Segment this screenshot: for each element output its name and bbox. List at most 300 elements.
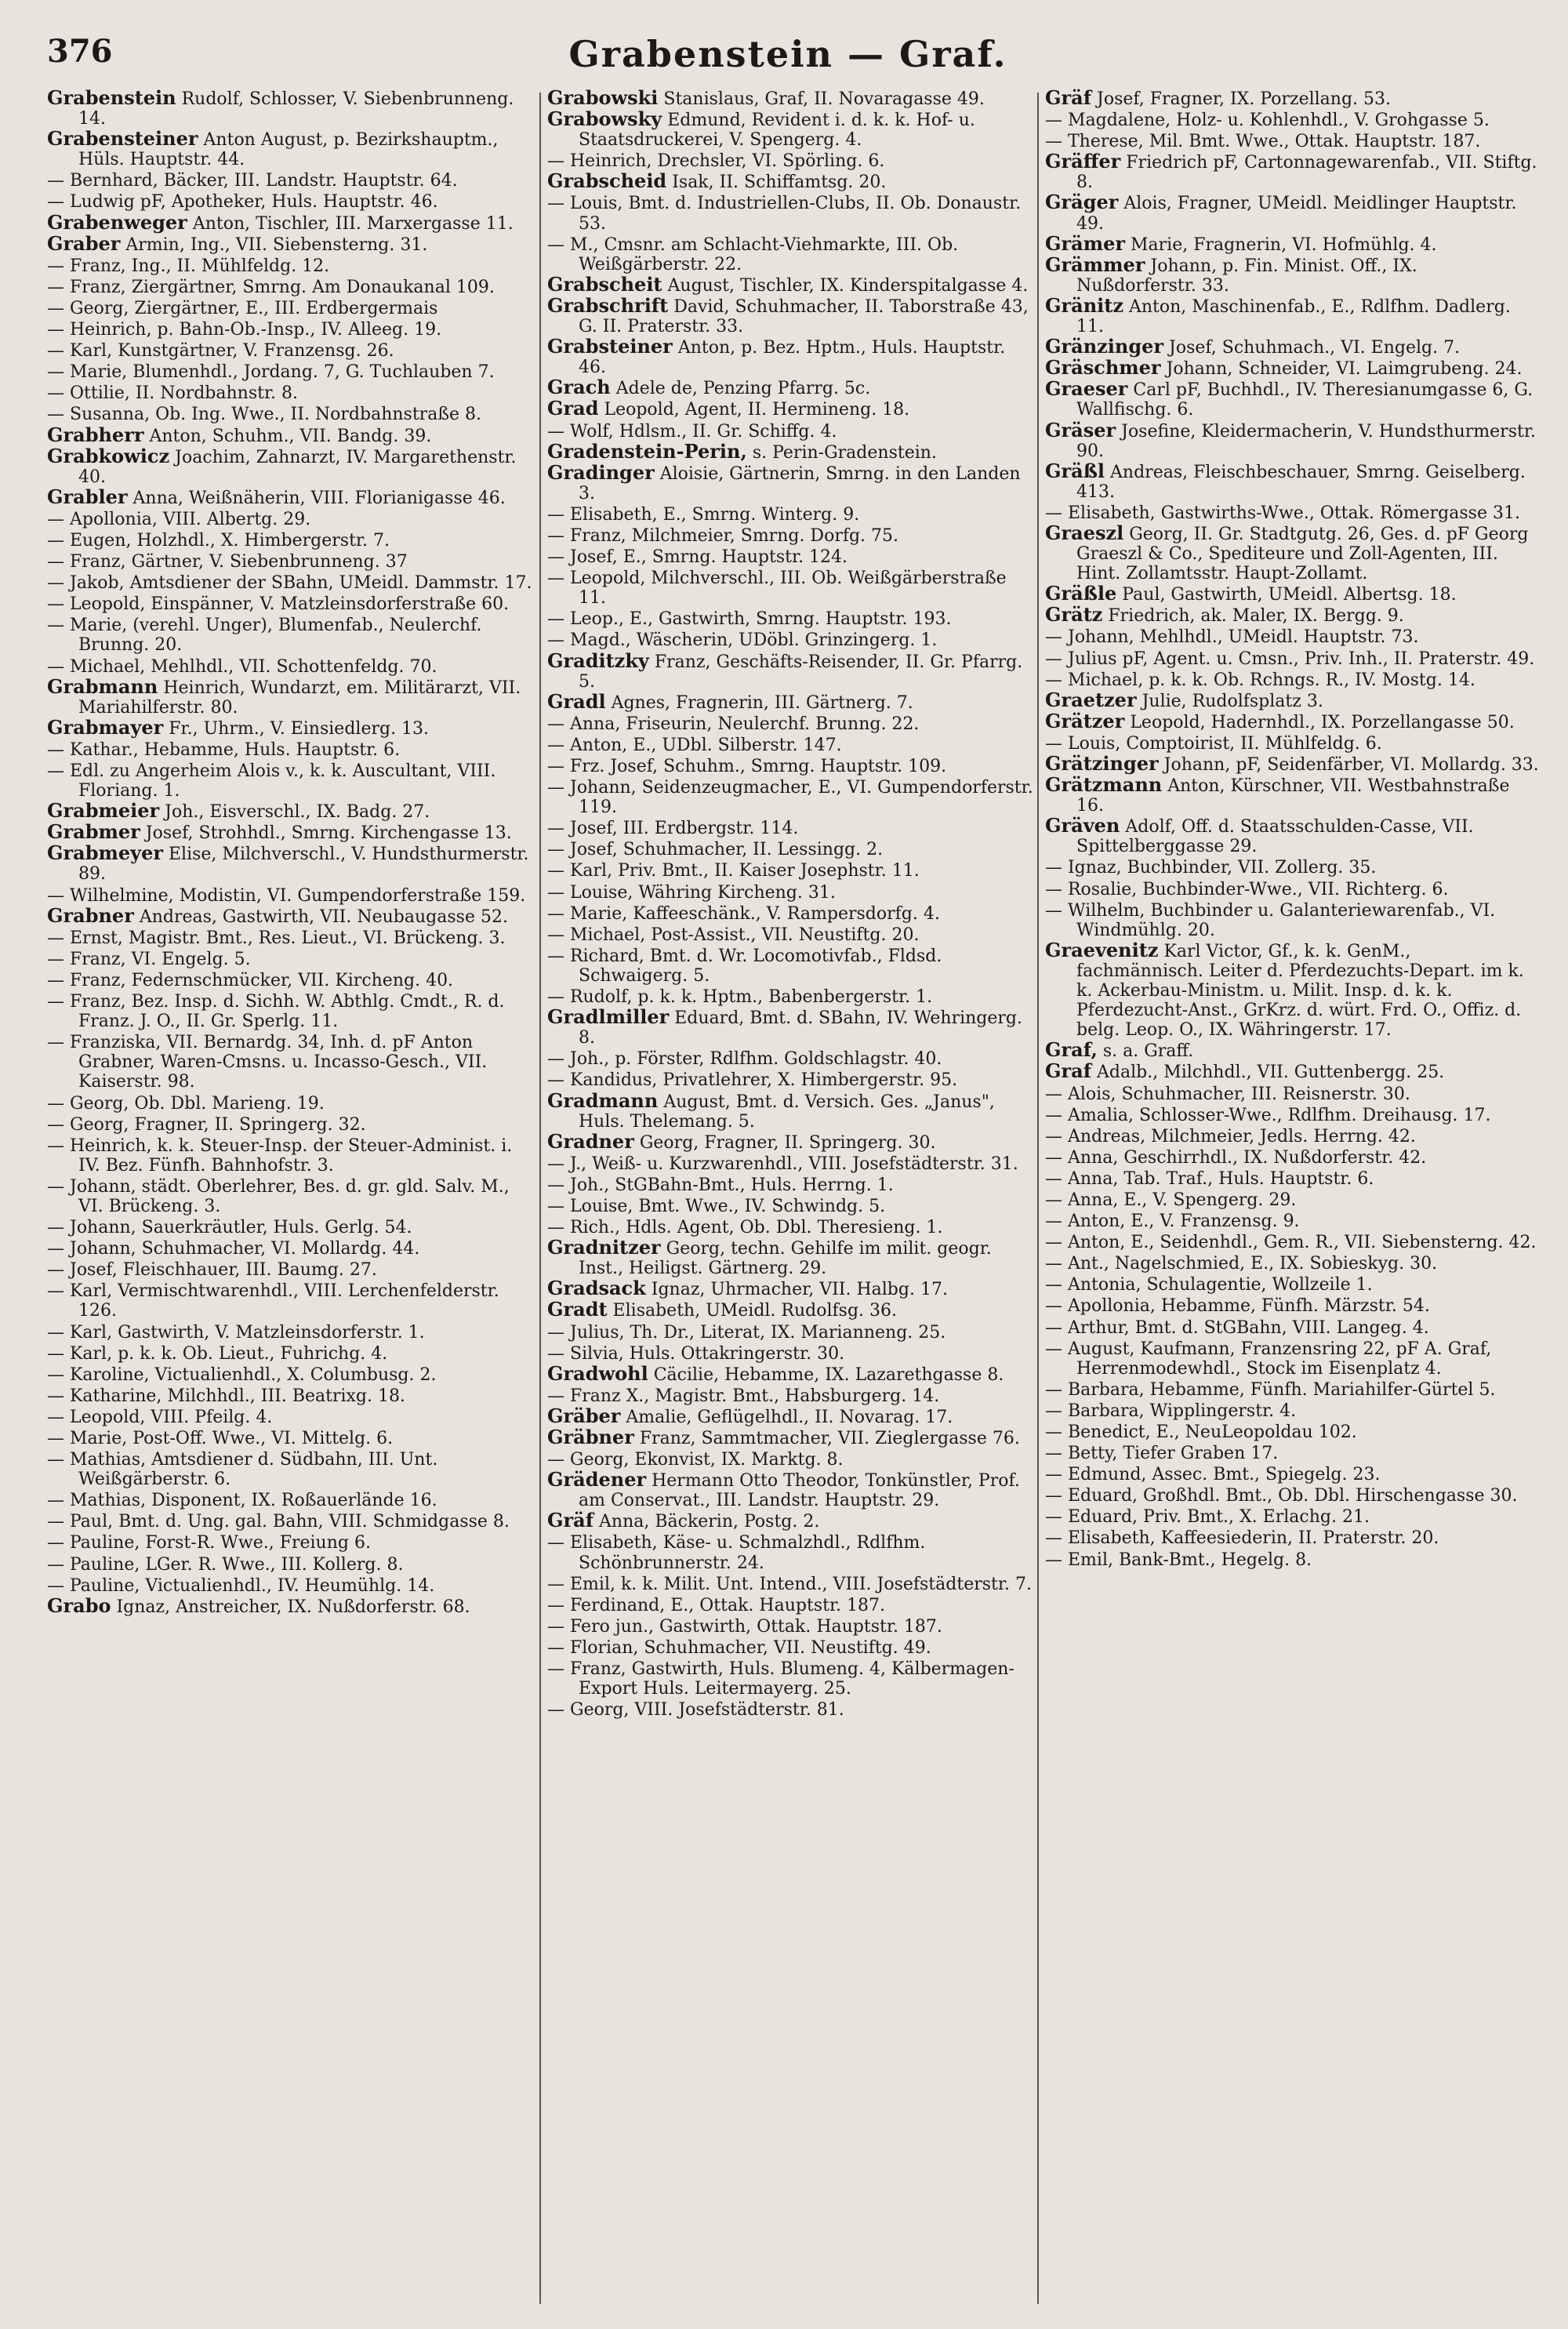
entry-text: — Eduard, Großhdl. Bmt., Ob. Dbl. Hirschengasse 30. (1045, 1486, 1518, 1506)
entry-text: — Johann, städt. Oberlehrer, Bes. d. gr. gld. Salv. M., VI. Brückeng. 3. (47, 1176, 510, 1216)
entry-text: Joachim, Zahnarzt, IV. Margarethenstr. 40. (78, 447, 517, 487)
directory-entry (47, 1427, 535, 1448)
entry-surname: Graetzer (1045, 688, 1137, 711)
directory-entry (47, 210, 535, 234)
entry-text: August, Tischler, IX. Kinderspitalgasse 4. (662, 275, 1029, 296)
entry-text: — Wilhelmine, Modistin, VI. Gumpendorferstraße 159. (47, 885, 526, 906)
page-title: Grabenstein — Graf. (568, 33, 1007, 75)
entry-text: Stanislaus, Graf, II. Novaragasse 49. (658, 89, 985, 109)
entry-surname: Grämmer (1045, 253, 1145, 276)
directory-entry (1045, 940, 1539, 1040)
directory-entry (547, 881, 1035, 903)
directory-entry (47, 1448, 535, 1489)
entry-text: — Louise, Bmt. Wwe., IV. Schwindg. 5. (547, 1196, 886, 1216)
directory-entry (47, 361, 535, 382)
directory-entry (547, 525, 1035, 546)
entry-text: — Johann, Seidenzeugmacher, E., VI. Gumpendorferstr. 119. (547, 778, 1033, 818)
column-divider (539, 93, 541, 2304)
directory-entry (47, 990, 535, 1031)
entry-text: — Georg, Ziergärtner, E., III. Erdbergermais (47, 298, 438, 318)
entry-text: — Anton, E., UDbl. Silberstr. 147. (547, 735, 842, 755)
entry-text: — Franz, Gärtner, V. Siebenbrunneng. 37 (47, 552, 408, 572)
directory-entry (1045, 1252, 1539, 1274)
directory-entry (47, 903, 535, 927)
entry-text: — Josef, E., Smrng. Hauptstr. 124. (547, 547, 848, 568)
directory-entry (47, 1575, 535, 1596)
directory-entry (547, 1385, 1035, 1406)
entry-surname: Gräßle (1045, 582, 1117, 605)
entry-text: — Bernhard, Bäcker, III. Landstr. Hauptstr. 64. (47, 171, 458, 191)
directory-entry (547, 755, 1035, 776)
entry-text: Adele de, Penzing Pfarrg. 5c. (610, 379, 871, 399)
entry-text: Friedrich, ak. Maler, IX. Bergg. 9. (1102, 606, 1404, 627)
entry-text: — Anton, E., V. Franzensg. 9. (1045, 1212, 1300, 1232)
directory-entry (547, 274, 1035, 296)
directory-entry (1045, 336, 1539, 358)
directory-entry (1045, 231, 1539, 255)
directory-entry (47, 276, 535, 297)
entry-text: — Johann, Mehlhdl., UMeidl. Hauptstr. 73. (1045, 627, 1419, 648)
directory-entry (1045, 379, 1539, 420)
directory-entry (1045, 1421, 1539, 1442)
directory-entry (47, 508, 535, 529)
entry-text: — Pauline, LGer. R. Wwe., III. Kollerg. 8. (47, 1554, 404, 1575)
entry-text: — Frz. Josef, Schuhm., Smrng. Hauptstr. 109. (547, 757, 947, 776)
directory-entry (47, 885, 535, 906)
directory-entry (547, 234, 1035, 274)
entry-surname: Gradlmiller (547, 1005, 670, 1029)
entry-surname: Grabowski (547, 88, 659, 109)
directory-entry (547, 441, 1035, 463)
entry-text: Fr., Uhrm., V. Einsiedlerg. 13. (163, 718, 430, 739)
directory-entry (47, 927, 535, 948)
directory-entry (47, 1489, 535, 1510)
entry-text: — Amalia, Schlosser-Wwe., Rdlfhm. Dreihausg. 17. (1045, 1105, 1491, 1125)
entry-text: — Rich., Hdls. Agent, Ob. Dbl. Theresieng. 1. (547, 1218, 943, 1238)
directory-entry (1045, 626, 1539, 647)
entry-text: — Michael, Post-Assist., VII. Neustiftg. 20. (547, 925, 920, 945)
entry-text: — Magdalene, Holz- u. Kohlenhdl., V. Grohgasse 5. (1045, 111, 1490, 131)
directory-entry (47, 382, 535, 403)
entry-text: David, Schuhmacher, II. Taborstraße 43, G. II. Praterstr. 33. (579, 296, 1029, 337)
directory-entry (547, 924, 1035, 945)
entry-text: — Karl, Priv. Bmt., II. Kaiser Josephstr. 11. (547, 861, 920, 881)
directory-entry (47, 739, 535, 760)
entry-text: Karl Victor, Gf., k. k. GenM., fachmännisch. Leiter d. Pferdezuchts-Depart. im k. k. Ackerbau-Ministm. u. Milit. Insp. d. k. k. Pferdezucht-Anst., GrKrz. d. würt. Frd. O., Offiz. d. belg. Leop. O., IX. Währingerstr. 17. (1076, 941, 1524, 1041)
directory-entry (547, 503, 1035, 525)
entry-text: Anton, Kürschner, VII. Westbahnstraße 16. (1076, 776, 1510, 816)
directory-entry (547, 1361, 1035, 1385)
directory-entry (47, 572, 535, 593)
directory-entry (1045, 1506, 1539, 1527)
directory-entry (547, 1237, 1035, 1278)
directory-entry (1045, 856, 1539, 877)
entry-text: Aloisie, Gärtnerin, Smrng. in den Landen 3. (579, 463, 1021, 503)
directory-entry (47, 425, 535, 446)
directory-entry (1045, 255, 1539, 296)
directory-entry (1045, 648, 1539, 669)
entry-text: — Pauline, Victualienhdl., IV. Heumühlg. 14. (47, 1575, 435, 1596)
entry-text: Cäcilie, Hebamme, IX. Lazarethgasse 8. (648, 1364, 1004, 1385)
entry-surname: Grabenstein (47, 88, 176, 109)
entry-text: — Kandidus, Privatlehrer, X. Himbergerstr. 95. (547, 1070, 958, 1091)
entry-text: — Joh., p. Förster, Rdlfhm. Goldschlagstr. 40. (547, 1049, 942, 1070)
entry-surname: Grabscheid (547, 169, 667, 193)
directory-entry (47, 969, 535, 990)
entry-text: — Joh., StGBahn-Bmt., Huls. Herrng. 1. (547, 1175, 894, 1195)
entry-text: — Franz, Ing., II. Mühlfeldg. 12. (47, 256, 330, 276)
directory-entry (547, 859, 1035, 881)
directory-entry (47, 297, 535, 318)
entry-text: — Betty, Tiefer Graben 17. (1045, 1444, 1279, 1464)
directory-entry (547, 903, 1035, 924)
directory-entry (1045, 461, 1539, 502)
entry-text: — Elisabeth, Gastwirths-Wwe., Ottak. Römergasse 31. (1045, 503, 1520, 523)
entry-text: — Franz, Gastwirth, Huls. Blumeng. 4, Kälbermagen-Export Huls. Leitermayerg. 25. (547, 1659, 1014, 1699)
entry-text: — Apollonia, VIII. Albertg. 29. (47, 509, 311, 529)
directory-entry (1045, 1231, 1539, 1252)
directory-entry (1045, 1083, 1539, 1104)
entry-text: — Franz, Bez. Insp. d. Sichh. W. Abthlg. Cmdt., R. d. Franz. J. O., II. Gr. Sperlg. 11. (47, 992, 505, 1032)
directory-entry (547, 546, 1035, 567)
directory-entry (1045, 1274, 1539, 1295)
entry-text: Anton, Maschinenfab., E., Rdlfhm. Dadlerg. 11. (1076, 296, 1511, 337)
entry-surname: Grämer (1045, 231, 1125, 255)
directory-entry (1045, 878, 1539, 899)
entry-text: Leopold, Hadernhdl., IX. Porzellangasse 50. (1124, 712, 1515, 732)
entry-surname: Gradsack (547, 1277, 646, 1300)
directory-entry (547, 986, 1035, 1007)
directory-entry (547, 1699, 1035, 1720)
entry-text: — Ignaz, Buchbinder, VII. Zollerg. 35. (1045, 858, 1377, 878)
entry-text: Johann, pF, Seidenfärber, VI. Mollardg. 33. (1158, 755, 1539, 775)
entry-text: Joh., Eisverschl., IX. Badg. 27. (159, 802, 430, 823)
entry-text: — Anna, Friseurin, Neulerchf. Brunng. 22. (547, 714, 920, 734)
entry-text: Isak, II. Schiffamtsg. 20. (666, 173, 887, 193)
directory-entry (547, 1278, 1035, 1299)
entry-surname: Gradinger (547, 460, 655, 484)
entry-text: — Benedict, E., NeuLeopoldau 102. (1045, 1422, 1357, 1442)
directory-entry (47, 1237, 535, 1259)
entry-text: s. Perin-Gradenstein. (746, 442, 937, 463)
entry-text: — Louis, Bmt. d. Industriellen-Clubs, II. Ob. Donaustr. 53. (547, 194, 1022, 234)
entry-text: — Silvia, Huls. Ottakringerstr. 30. (547, 1343, 845, 1364)
directory-entry (1045, 1210, 1539, 1231)
entry-surname: Grabmann (47, 674, 158, 698)
directory-entry (47, 1216, 535, 1237)
directory-entry (1045, 1549, 1539, 1570)
entry-text: — Magd., Wäscherin, UDöbl. Grinzingerg. 1. (547, 630, 938, 651)
directory-entry (547, 1048, 1035, 1069)
entry-text: — Andreas, Milchmeier, Jedls. Herrng. 42. (1045, 1126, 1416, 1146)
entry-surname: Graf (1045, 1059, 1092, 1083)
entry-text: Josefine, Kleidermacherin, V. Hundsthurmerstr. 90. (1076, 421, 1536, 461)
entry-text: — Michael, p. k. k. Ob. Rchngs. R., IV. Mostg. 14. (1045, 670, 1475, 690)
entry-text: — Marie, Post-Off. Wwe., VI. Mittelg. 6. (47, 1429, 394, 1448)
entry-text: Josef, Strohhdl., Smrng. Kirchengasse 13. (140, 823, 512, 844)
entry-surname: Gräffer (1045, 150, 1121, 173)
entry-text: Georg, techn. Gehilfe im milit. geogr. Inst., Heiligst. Gärtnerg. 29. (579, 1239, 992, 1279)
directory-entry (1045, 1338, 1539, 1379)
directory-entry (47, 550, 535, 572)
entry-surname: Gräf (1045, 88, 1092, 109)
directory-entry (1045, 1317, 1539, 1338)
entry-text: — Ottilie, II. Nordbahnstr. 8. (47, 383, 299, 404)
entry-surname: Grabler (47, 485, 128, 508)
entry-text: Leopold, Agent, II. Hermineng. 18. (598, 400, 910, 420)
entry-text: Anton August, p. Bezirkshauptm., Hüls. Hauptstr. 44. (78, 130, 499, 170)
entry-text: Edmund, Revident i. d. k. k. Hof- u. Staatsdruckerei, V. Spengerg. 4. (579, 111, 975, 151)
page-header (47, 33, 1529, 96)
directory-entry (1045, 1527, 1539, 1548)
entry-text: Rudolf, Schlosser, V. Siebenbrunneng. 14. (78, 89, 514, 129)
entry-text: Amalie, Geflügelhdl., II. Novarag. 17. (620, 1407, 953, 1427)
entry-text: — Georg, VIII. Josefstädterstr. 81. (547, 1700, 844, 1720)
directory-entry (547, 945, 1035, 986)
entry-text: — Franziska, VII. Bernardg. 34, Inh. d. pF Anton Grabner, Waren-Cmsns. u. Incasso-Gesch., VII. Kaiserstr. 98. (47, 1033, 488, 1092)
entry-text: Anton, p. Bez. Hptm., Huls. Hauptstr. 46. (579, 338, 1006, 378)
directory-entry (1045, 1168, 1539, 1189)
entry-text: Josef, Schuhmach., VI. Engelg. 7. (1163, 338, 1461, 358)
entry-surname: Grabkowicz (47, 444, 170, 467)
directory-entry (547, 629, 1035, 650)
directory-entry (47, 1553, 535, 1575)
directory-entry (547, 1531, 1035, 1572)
entry-surname: Grabherr (47, 423, 144, 446)
entry-surname: Grabmeier (47, 799, 160, 823)
entry-text: — Karl, Gastwirth, V. Matzleinsdorferstr. 1. (47, 1322, 425, 1343)
entry-text: — Josef, Schuhmacher, II. Lessingg. 2. (547, 840, 884, 860)
entry-text: — Richard, Bmt. d. Wr. Locomotivfab., Fldsd. Schwaigerg. 5. (547, 946, 942, 986)
entry-surname: Graf, (1045, 1038, 1098, 1062)
directory-entry (47, 487, 535, 508)
column-3 (1045, 88, 1539, 2303)
directory-entry (547, 1174, 1035, 1195)
entry-text: — Georg, Fragner, II. Springerg. 32. (47, 1114, 366, 1135)
directory-entry (47, 1092, 535, 1114)
entry-surname: Gradnitzer (547, 1236, 661, 1259)
entry-surname: Gradmann (547, 1088, 659, 1112)
directory-entry (547, 1573, 1035, 1594)
entry-surname: Grädener (547, 1468, 647, 1492)
directory-entry (47, 1321, 535, 1343)
directory-entry (547, 420, 1035, 441)
entry-text: — Fero jun., Gastwirth, Ottak. Hauptstr. 187. (547, 1616, 942, 1637)
directory-entry (1045, 583, 1539, 605)
entry-text: Anton, Schuhm., VII. Bandg. 39. (143, 426, 432, 446)
entry-surname: Grad (547, 397, 599, 420)
directory-entry (1045, 502, 1539, 523)
entry-text: Elise, Milchverschl., V. Hundsthurmerstr. 89. (78, 845, 529, 885)
entry-text: — Julius pF, Agent. u. Cmsn., Priv. Inh., II. Praterstr. 49. (1045, 649, 1535, 669)
directory-entry (1045, 711, 1539, 732)
entry-text: — Elisabeth, Käse- u. Schmalzhdl., Rdlfhm. Schönbrunnerstr. 24. (547, 1533, 926, 1573)
entry-text: Andreas, Fleischbeschauer, Smrng. Geiselberg. 413. (1076, 462, 1526, 502)
directory-entry (1045, 523, 1539, 583)
entry-text: Alois, Fragner, UMeidl. Meidlinger Hauptstr. 49. (1076, 194, 1517, 234)
directory-entry (1045, 88, 1539, 109)
entry-surname: Gradl (547, 689, 606, 713)
entry-text: — Ernst, Magistr. Bmt., Res. Lieut., VI. Brückeng. 3. (47, 928, 506, 948)
entry-text: — Paul, Bmt. d. Ung. gal. Bahn, VIII. Schmidgasse 8. (47, 1512, 510, 1532)
entry-surname: Grätz (1045, 603, 1103, 627)
directory-entry (1045, 1400, 1539, 1421)
entry-surname: Graber (47, 231, 121, 255)
directory-entry (1045, 293, 1539, 337)
directory-entry (547, 689, 1035, 713)
entry-surname: Grach (547, 376, 611, 399)
entry-text: Marie, Fragnerin, VI. Hofmühlg. 4. (1125, 234, 1437, 255)
entry-text: — Florian, Schuhmacher, VII. Neustiftg. 49. (547, 1637, 931, 1658)
directory-entry (547, 1129, 1035, 1153)
directory-entry (47, 1259, 535, 1280)
directory-entry (1045, 1125, 1539, 1146)
directory-entry (47, 674, 535, 718)
entry-text: — Karl, Vermischtwarenhdl., VIII. Lerchenfelderstr. 126. (47, 1281, 499, 1321)
directory-entry (547, 398, 1035, 420)
entry-surname: Gräger (1045, 191, 1119, 214)
entry-text: — Louise, Währing Kircheng. 31. (547, 882, 836, 903)
entry-text: — Leopold, Milchverschl., III. Ob. Weißgärberstraße 11. (547, 569, 1007, 609)
directory-entry (47, 1280, 535, 1321)
directory-entry (547, 1448, 1035, 1470)
entry-text: — Edmund, Assec. Bmt., Spiegelg. 23. (1045, 1465, 1381, 1485)
directory-entry (1045, 1295, 1539, 1316)
entry-text: — Franz X., Magistr. Bmt., Habsburgerg. 14. (547, 1386, 940, 1406)
entry-surname: Grabscheit (547, 272, 662, 296)
directory-entry (47, 1593, 535, 1617)
directory-entry (47, 801, 535, 822)
directory-entry (1045, 1484, 1539, 1506)
directory-entry (547, 734, 1035, 755)
directory-entry (47, 948, 535, 969)
directory-entry (547, 1153, 1035, 1174)
directory-entry (47, 1531, 535, 1553)
entry-surname: Gränzinger (1045, 335, 1164, 358)
directory-entry (1045, 1104, 1539, 1125)
entry-text: — Marie, (verehl. Unger), Blumenfab., Neulerchf. Brunng. 20. (47, 616, 482, 656)
directory-entry (47, 1135, 535, 1175)
directory-entry (47, 318, 535, 340)
entry-surname: Graditzky (547, 649, 649, 672)
entry-text: — Heinrich, p. Bahn-Ob.-Insp., IV. Alleeg. 19. (47, 320, 442, 340)
entry-text: Johann, p. Fin. Minist. Off., IX. Nußdorferstr. 33. (1076, 256, 1417, 296)
directory-entry (1045, 358, 1539, 379)
entry-surname: Graeszl (1045, 521, 1124, 544)
entry-text: — Marie, Kaffeeschänk., V. Rampersdorfg. 4. (547, 903, 940, 924)
directory-entry (547, 651, 1035, 692)
directory-entry (1045, 130, 1539, 151)
directory-entry (547, 713, 1035, 734)
directory-entry (547, 838, 1035, 859)
directory-entry (1045, 669, 1539, 690)
entry-surname: Gradner (547, 1129, 634, 1153)
directory-entry (47, 255, 535, 276)
entry-text: — Mathias, Amtsdiener d. Südbahn, III. Unt. Weißgärberstr. 6. (47, 1450, 438, 1490)
entry-text: — Therese, Mil. Bmt. Wwe., Ottak. Hauptstr. 187. (1045, 132, 1481, 152)
entry-text: — Emil, k. k. Milit. Unt. Intend., VIII. Josefstädterstr. 7. (547, 1574, 1032, 1594)
directory-entry (547, 1406, 1035, 1427)
directory-entry (1045, 690, 1539, 711)
directory-entry (547, 171, 1035, 192)
entry-surname: Grätzmann (1045, 773, 1163, 797)
directory-entry (547, 776, 1035, 817)
entry-surname: Grätzinger (1045, 752, 1159, 775)
entry-text: — Arthur, Bmt. d. StGBahn, VIII. Langeg. 4. (1045, 1317, 1429, 1338)
entry-text: — Pauline, Forst-R. Wwe., Freiung 6. (47, 1533, 371, 1553)
entry-surname: Grabner (47, 903, 134, 927)
directory-entry (547, 192, 1035, 233)
directory-entry (1045, 151, 1539, 192)
directory-entry (547, 1637, 1035, 1658)
directory-entry (547, 567, 1035, 608)
entry-text: Ignaz, Uhrmacher, VII. Halbg. 17. (645, 1280, 948, 1300)
entry-surname: Gräven (1045, 814, 1120, 837)
entry-text: — Apollonia, Hebamme, Fünfh. Märzstr. 54. (1045, 1296, 1430, 1317)
entry-surname: Grabo (47, 1593, 111, 1617)
directory-entry (47, 1510, 535, 1531)
directory-entry (1045, 605, 1539, 626)
entry-text: — Karl, p. k. k. Ob. Lieut., Fuhrichg. 4. (47, 1343, 388, 1364)
directory-entry (47, 403, 535, 424)
entry-surname: Grabsteiner (547, 335, 673, 358)
entry-text: — Johann, Sauerkräutler, Huls. Gerlg. 54. (47, 1218, 412, 1238)
entry-text: — Josef, III. Erdbergstr. 114. (547, 819, 799, 839)
entry-text: — Katharine, Milchhdl., III. Beatrixg. 18. (47, 1386, 405, 1406)
entry-text: — Edl. zu Angerheim Alois v., k. k. Auscultant, VIII. Floriang. 1. (47, 761, 496, 801)
entry-text: — M., Cmsnr. am Schlacht-Viehmarkte, III. Ob. Weißgärberstr. 22. (547, 234, 959, 274)
entry-text: — Wolf, Hdlsm., II. Gr. Schiffg. 4. (547, 421, 837, 441)
directory-entry (547, 293, 1035, 337)
entry-text: Heinrich, Wundarzt, em. Militärarzt, VII. Mariahilferstr. 80. (78, 678, 521, 718)
entry-text: — Ferdinand, E., Ottak. Hauptstr. 187. (547, 1595, 886, 1615)
directory-entry (547, 1007, 1035, 1048)
directory-entry (1045, 899, 1539, 940)
directory-entry (47, 231, 535, 255)
directory-entry (547, 460, 1035, 503)
directory-entry (47, 1114, 535, 1135)
entry-text: — Elisabeth, Kaffeesiederin, II. Praterstr. 20. (1045, 1528, 1439, 1549)
entry-text: — Michael, Mehlhdl., VII. Schottenfeldg. 70. (47, 656, 437, 677)
entry-text: Adalb., Milchhdl., VII. Guttenbergg. 25. (1091, 1063, 1445, 1083)
entry-text: — Rudolf, p. k. k. Hptm., Babenbergerstr. 1. (547, 987, 933, 1008)
entry-surname: Grabmayer (47, 715, 164, 739)
entry-text: Georg, Fragner, II. Springerg. 30. (633, 1132, 936, 1153)
directory-entry (547, 1510, 1035, 1531)
entry-text: Josef, Fragner, IX. Porzellang. 53. (1091, 89, 1392, 109)
entry-text: — Susanna, Ob. Ing. Wwe., II. Nordbahnstraße 8. (47, 405, 482, 425)
directory-entry (47, 1385, 535, 1406)
directory-entry (1045, 1040, 1539, 1061)
entry-text: — Franz, Milchmeier, Smrng. Dorfg. 75. (547, 525, 899, 546)
entry-text: — Louis, Comptoirist, II. Mühlfeldg. 6. (1045, 733, 1382, 754)
entry-surname: Gräber (547, 1404, 621, 1427)
entry-text: — Rosalie, Buchbinder-Wwe., VII. Richterg. 6. (1045, 879, 1449, 899)
directory-entry (47, 529, 535, 550)
entry-text: Anton, Tischler, III. Marxergasse 11. (187, 213, 514, 234)
entry-surname: Grabschrift (547, 293, 669, 317)
entry-text: — Mathias, Disponent, IX. Roßauerlände 16. (47, 1491, 437, 1511)
entry-text: Anna, Bäckerin, Postg. 2. (593, 1512, 820, 1532)
entry-surname: Graevenitz (1045, 938, 1159, 961)
page-number: 376 (47, 33, 113, 70)
entry-text: Paul, Gastwirth, UMeidl. Albertsg. 18. (1116, 585, 1457, 605)
entry-text: Adolf, Off. d. Staatsschulden-Casse, VII. Spittelberggasse 29. (1076, 817, 1474, 857)
entry-surname: Gradwohl (547, 1361, 648, 1385)
entry-text: — Barbara, Hebamme, Fünfh. Mariahilfer-Gürtel 5. (1045, 1379, 1496, 1400)
entry-text: Friedrich pF, Cartonnagewarenfab., VII. Stiftg. 8. (1076, 153, 1537, 193)
entry-text: — Heinrich, k. k. Steuer-Insp. der Steuer-Administ. i. IV. Bez. Fünfh. Bahnhofstr. 3. (47, 1135, 513, 1175)
